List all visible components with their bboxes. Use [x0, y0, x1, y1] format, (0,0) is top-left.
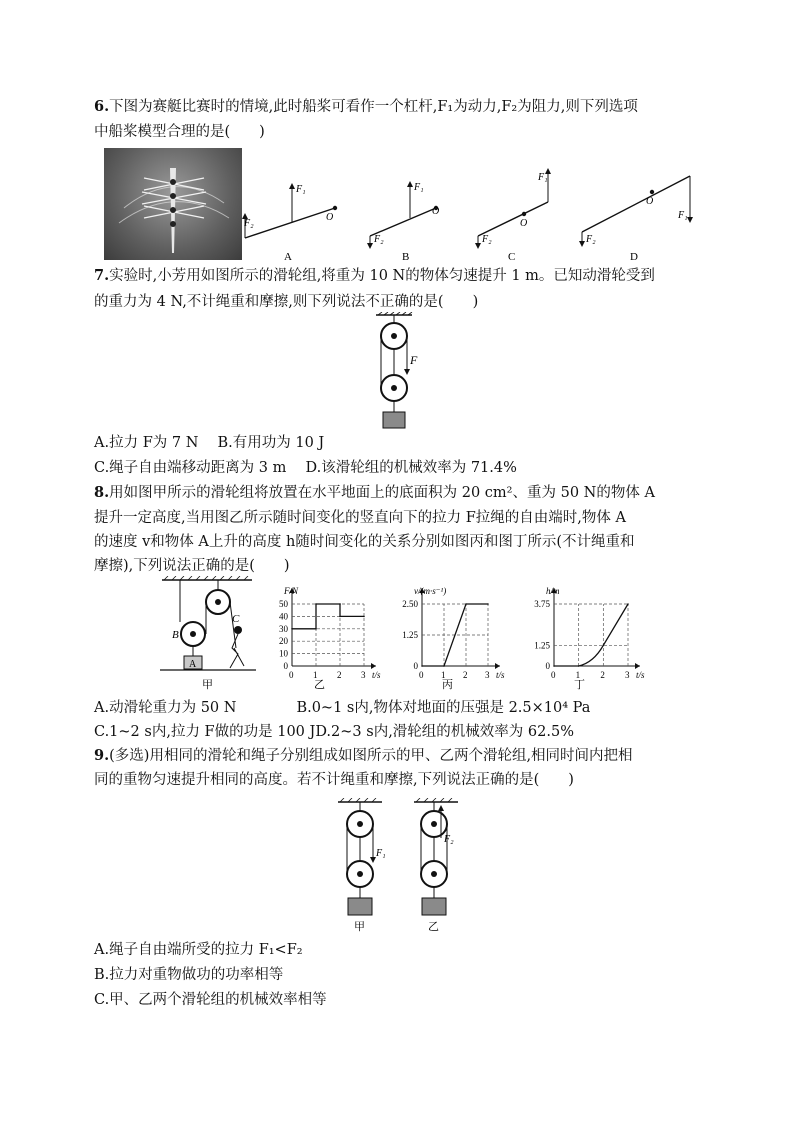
fig-jia-caption: 甲	[202, 679, 213, 691]
x-tick-label: 3	[485, 670, 490, 680]
q8-stem-line4: 摩擦),下列说法正确的是( )	[94, 558, 290, 574]
svg-text:B: B	[172, 629, 179, 641]
data-point	[421, 665, 423, 667]
q9-stem-line2: 同的重物匀速提升相同的高度。若不计绳重和摩擦,下列说法正确的是( )	[94, 772, 574, 788]
lever-option-c[interactable]	[478, 171, 548, 263]
y-tick-label: 10	[279, 648, 288, 659]
q9-pulley-figures	[336, 798, 476, 933]
svg-text:F₂: F₂	[374, 234, 384, 245]
x-axis-arrow	[635, 663, 640, 669]
y-tick-label: 0	[545, 661, 550, 671]
data-point	[315, 603, 317, 605]
x-tick-label: 2	[600, 670, 605, 680]
data-point	[487, 603, 489, 605]
q8-stem-line2: 提升一定高度,当用图乙所示随时间变化的竖直向下的拉力 F拉绳的自由端时,物体 A	[94, 510, 626, 526]
y-tick-label: 0	[283, 661, 288, 671]
svg-text:O: O	[326, 212, 334, 223]
data-point	[339, 603, 341, 605]
x-tick-label: 0	[289, 670, 294, 680]
y-tick-label: 2.50	[402, 599, 418, 609]
y-axis-label: h/m	[546, 586, 560, 596]
svg-text:F₂: F₂	[482, 234, 492, 245]
q7-option-c[interactable]: C.绳子自由端移动距离为 3 m	[94, 460, 287, 476]
q7-stem-line2: 的重力为 4 N,不计绳重和摩擦,则下列说法不正确的是( )	[94, 294, 479, 310]
y-tick-label: 50	[279, 599, 288, 609]
data-point	[291, 628, 293, 630]
x-tick-label: 2	[337, 670, 342, 680]
chart-bing-caption: 丙	[442, 679, 453, 691]
svg-text:C: C	[232, 613, 240, 625]
lever-option-d[interactable]	[582, 176, 690, 263]
q7-option-a[interactable]: A.拉力 F为 7 N	[94, 435, 199, 451]
svg-text:A: A	[189, 659, 197, 670]
svg-text:F₂: F₂	[586, 234, 596, 245]
q9-fig-jia-caption: 甲	[354, 921, 365, 933]
svg-text:F₁: F₁	[678, 210, 688, 221]
svg-text:O: O	[646, 196, 654, 207]
option-c-label: C	[508, 251, 516, 263]
q7-option-b[interactable]: B.有用功为 10 J	[217, 435, 325, 451]
q8-options-row2	[94, 722, 574, 742]
q8-chart-velocity	[388, 576, 508, 691]
q9-fig-yi-caption: 乙	[428, 921, 439, 933]
q6-stem-line2: 中船桨模型合理的是( )	[94, 124, 265, 140]
data-point	[553, 665, 555, 667]
y-tick-label: 40	[279, 611, 288, 622]
data-point	[465, 603, 467, 605]
svg-text:F₁: F₁	[414, 182, 424, 193]
x-tick-label: 1	[313, 670, 318, 680]
lever-option-b[interactable]	[370, 182, 439, 263]
option-b-label: B	[402, 251, 410, 263]
data-series-line	[554, 604, 628, 666]
y-tick-label: 30	[279, 623, 288, 634]
q7-option-d[interactable]: D.该滑轮组的机械效率为 71.4%	[305, 460, 517, 476]
q9-stem-line1: 9.(多选)用相同的滑轮和绳子分别组成如图所示的甲、乙两个滑轮组,相同时间内把相	[94, 747, 633, 764]
option-a-label: A	[284, 251, 292, 263]
q6-stem-line1: 6.下图为赛艇比赛时的情境,此时船桨可看作一个杠杆,F₁为动力,F₂为阻力,则下列选项	[94, 98, 638, 115]
svg-text:F₂: F₂	[444, 834, 454, 845]
data-point	[339, 616, 341, 618]
svg-text:F₁: F₁	[376, 848, 386, 859]
svg-text:F₂: F₂	[244, 218, 254, 229]
x-tick-label: 3	[361, 670, 366, 680]
q8-figure-jia	[160, 576, 260, 691]
q7-number: 7.	[94, 267, 110, 284]
y-tick-label: 3.75	[534, 599, 550, 609]
q7-options-row1	[94, 433, 324, 453]
x-axis-label: t/s	[372, 670, 381, 680]
x-axis-label: t/s	[496, 670, 505, 680]
svg-text:O: O	[520, 218, 528, 229]
y-tick-label: 20	[279, 636, 288, 647]
y-axis-label: F/N	[284, 586, 299, 596]
q7-pulley-system	[372, 312, 432, 432]
y-axis-label: v/(m·s⁻¹)	[414, 586, 447, 596]
q9-option-b[interactable]: B.拉力对重物做功的功率相等	[94, 967, 284, 983]
x-tick-label: 2	[463, 670, 468, 680]
q9-option-a[interactable]: A.绳子自由端所受的拉力 F₁<F₂	[94, 942, 303, 958]
q8-stem-line1: 8.用如图甲所示的滑轮组将放置在水平地面上的底面积为 20 cm²、重为 50 N的物体 A	[94, 484, 655, 501]
q8-stem-line3: 的速度 v和物体 A上升的高度 h随时间变化的关系分别如图丙和图丁所示(不计绳重和	[94, 534, 635, 550]
y-tick-label: 0	[413, 661, 418, 671]
svg-text:F₁: F₁	[296, 184, 306, 195]
data-point	[578, 665, 580, 667]
q8-option-b[interactable]: B.0~1 s内,物体对地面的压强是 2.5×10⁴ Pa	[296, 700, 591, 716]
chart-yi-caption: 乙	[314, 679, 325, 691]
y-tick-label: 1.25	[534, 640, 550, 651]
chart-ding-caption: 丁	[574, 679, 585, 691]
lever-option-a[interactable]	[243, 184, 337, 263]
q8-option-c[interactable]: C.1~2 s内,拉力 F做的功是 100 J	[94, 724, 316, 740]
svg-text:F₁: F₁	[538, 172, 548, 183]
x-tick-label: 0	[551, 670, 556, 680]
data-point	[315, 628, 317, 630]
q8-number: 8.	[94, 484, 110, 501]
x-tick-label: 1	[575, 670, 581, 680]
q6-number: 6.	[94, 98, 110, 115]
svg-text:O: O	[432, 206, 440, 217]
data-point	[603, 645, 605, 647]
q7-stem-line1: 7.实验时,小芳用如图所示的滑轮组,将重为 10 N的物体匀速提升 1 m。已知动滑轮受到	[94, 267, 655, 284]
option-d-label: D	[630, 251, 638, 263]
q7-force-label: F	[410, 353, 418, 367]
rowing-photo	[104, 148, 242, 260]
q7-options-row2	[94, 458, 517, 478]
x-axis-arrow	[371, 663, 376, 669]
q8-option-a[interactable]: A.动滑轮重力为 50 N	[94, 700, 237, 716]
q8-options-row1	[94, 698, 590, 718]
q9-option-c[interactable]: C.甲、乙两个滑轮组的机械效率相等	[94, 992, 327, 1008]
data-point	[363, 616, 365, 618]
q8-chart-height	[518, 576, 648, 691]
q6-lever-options	[240, 166, 700, 266]
x-tick-label: 1	[441, 670, 446, 680]
x-axis-label: t/s	[636, 670, 645, 680]
data-point	[443, 665, 445, 667]
data-point	[627, 603, 629, 605]
x-tick-label: 0	[419, 670, 424, 680]
x-tick-label: 3	[625, 670, 630, 680]
y-tick-label: 1.25	[402, 630, 418, 640]
q8-chart-force	[262, 576, 382, 691]
q8-option-d[interactable]: D.2~3 s内,滑轮组的机械效率为 62.5%	[315, 724, 574, 740]
x-axis-arrow	[495, 663, 500, 669]
q9-number: 9.	[94, 747, 110, 764]
